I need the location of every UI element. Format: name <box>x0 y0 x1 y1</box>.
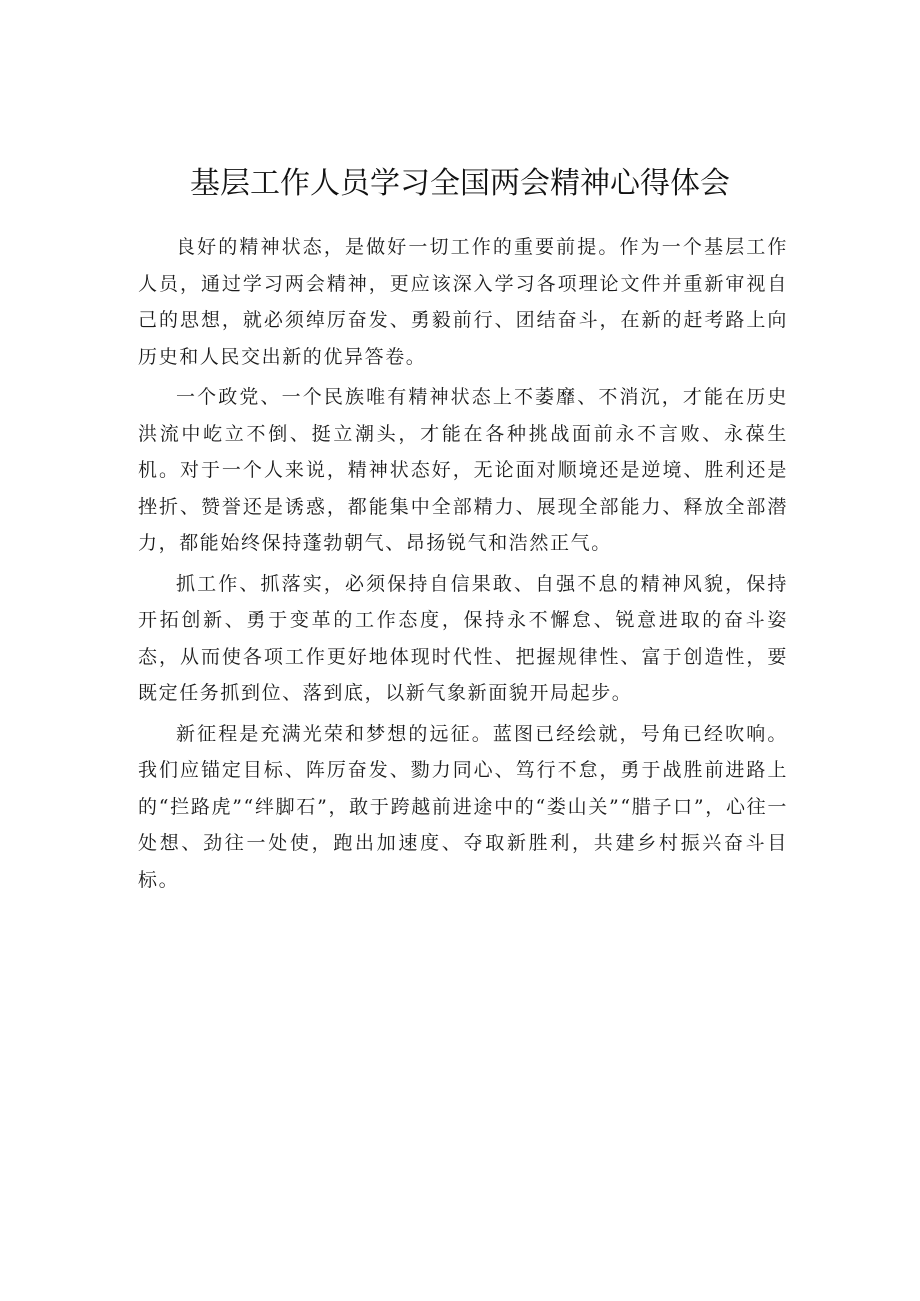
document-body <box>138 229 788 902</box>
paragraph-2: 一个政党、一个民族唯有精神状态上不萎靡、不消沉，才能在历史洪流中屹立不倒、挺立潮头，才能在各种挑战面前永不言败、永葆生机。对于一个人来说，精神状态好，无论面对顺境还是逆境、胜利还是挫折、赞誉还是诱惑，都能集中全部精力、展现全部能力、释放全部潜力，都能始终保持蓬勃朝气、昂扬锐气和浩然正气。 <box>138 386 788 554</box>
paragraph-3: 抓工作、抓落实，必须保持自信果敢、自强不息的精神风貌，保持开拓创新、勇于变革的工作态度，保持永不懈怠、锐意进取的奋斗姿态，从而使各项工作更好地体现时代性、把握规律性、富于创造性，要既定任务抓到位、落到底，以新气象新面貌开局起步。 <box>138 572 788 704</box>
document-title: 基层工作人员学习全国两会精神心得体会 <box>190 166 730 201</box>
paragraph-1: 良好的精神状态，是做好一切工作的重要前提。作为一个基层工作人员，通过学习两会精神，更应该深入学习各项理论文件并重新审视自己的思想，就必须绰厉奋发、勇毅前行、团结奋斗，在新的赶考路上向历史和人民交出新的优异答卷。 <box>138 236 788 368</box>
paragraph-4: 新征程是充满光荣和梦想的远征。蓝图已经绘就，号角已经吹响。我们应锚定目标、阵厉奋发、勠力同心、笃行不怠，勇于战胜前进路上的“拦路虎”“绊脚石”，敢于跨越前进途中的“娄山关”“腊子口”，心往一处想、劲往一处使，跑出加速度、夺取新胜利，共建乡村振兴奋斗目标。 <box>138 722 788 891</box>
